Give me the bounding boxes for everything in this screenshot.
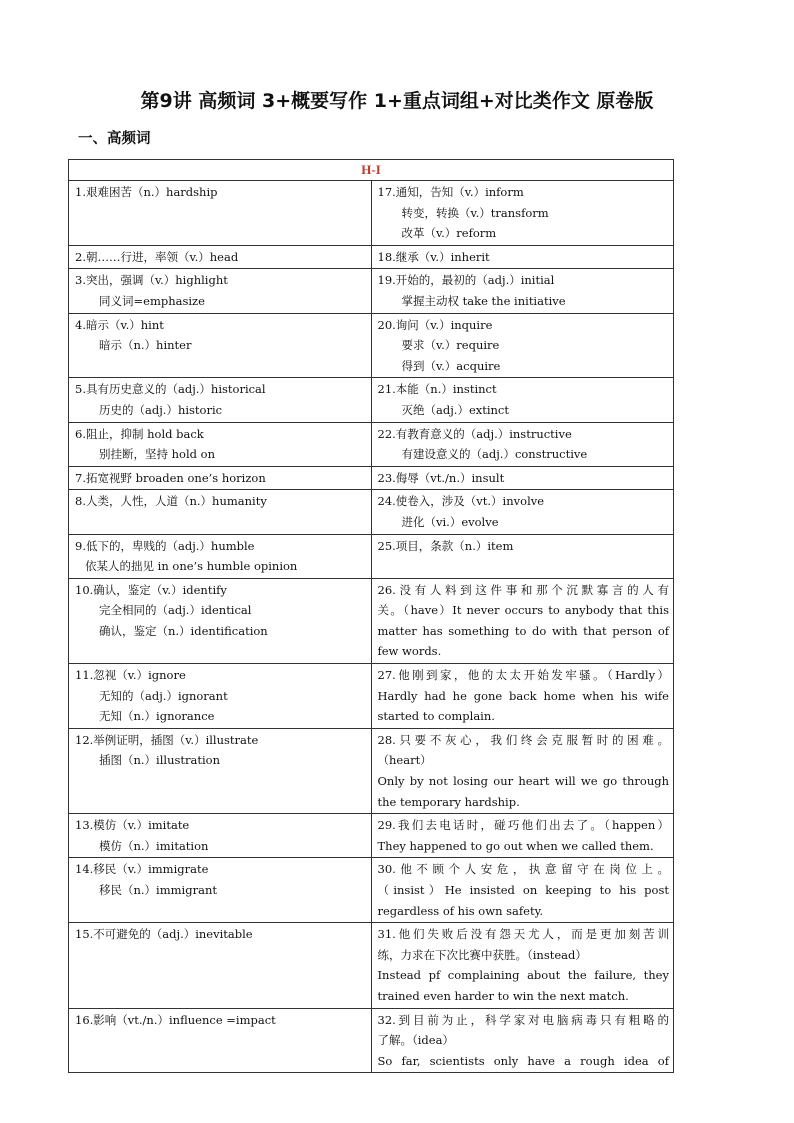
table-row — [69, 378, 674, 422]
entry-line: 依某人的拙见 in one’s humble opinion — [85, 559, 298, 574]
table-cell — [371, 378, 674, 422]
entry-line: 掌握主动权 take the initiative — [401, 293, 566, 308]
table-row — [69, 728, 674, 813]
entry-line: 9.低下的，卑贱的（adj.）humble — [75, 538, 255, 553]
table-cell — [371, 245, 674, 269]
entry-line: 18.继承（v.）inherit — [377, 249, 490, 264]
entry-line: matter has something to do with that person of — [377, 623, 669, 638]
entry-line: 4.暗示（v.）hint — [75, 317, 164, 332]
entry-line: 2.朝……行进，率领（v.）head — [75, 249, 239, 264]
entry-line: few words. — [377, 644, 442, 659]
table-cell — [69, 814, 372, 858]
table-cell — [69, 378, 372, 422]
table-header: H-I — [69, 160, 674, 181]
entry-line: 19.开始的，最初的（adj.）initial — [377, 273, 555, 288]
entry-line: 28.只要不灰心，我们终会克服暂时的困难。 — [377, 732, 669, 747]
table-cell — [69, 578, 372, 663]
table-row — [69, 923, 674, 1008]
entry-line: 得到（v.）acquire — [401, 358, 501, 373]
entry-line: 13.模仿（v.）imitate — [75, 818, 190, 833]
table-cell — [69, 181, 372, 246]
entry-line: 要求（v.）require — [401, 338, 500, 353]
entry-line: 历史的（adj.）historic — [99, 402, 223, 417]
entry-line: 15.不可避免的（adj.）inevitable — [75, 927, 253, 942]
table-row — [69, 269, 674, 313]
entry-line: 进化（vi.）evolve — [401, 514, 499, 529]
table-cell — [371, 923, 674, 1008]
entry-line: 16.影响（vt./n.）influence =impact — [75, 1012, 276, 1027]
entry-line: 了解。（idea） — [377, 1033, 454, 1048]
entry-line: 1.艰难困苦（n.）hardship — [75, 185, 218, 199]
table-cell — [371, 1008, 674, 1073]
entry-line: 改革（v.）reform — [401, 226, 497, 241]
table-row — [69, 578, 674, 663]
entry-line: 20.询问（v.）inquire — [377, 317, 493, 332]
entry-line: 11.忽视（v.）ignore — [75, 668, 186, 683]
table-cell — [69, 490, 372, 534]
entry-line: 21.本能（n.）instinct — [377, 382, 497, 397]
entry-line: regardless of his own safety. — [377, 903, 544, 918]
entry-line: 无知（n.）ignorance — [99, 709, 215, 724]
entry-line: 29.我们去电话时，碰巧他们出去了。（happen） — [377, 818, 669, 833]
entry-line: trained even harder to win the next match. — [377, 988, 629, 1003]
table-row — [69, 1008, 674, 1073]
entry-line: 移民（n.）immigrant — [99, 883, 217, 897]
table-cell — [371, 814, 674, 858]
entry-line: 无知的（adj.）ignorant — [99, 688, 228, 703]
table-cell — [371, 269, 674, 313]
table-row — [69, 245, 674, 269]
table-row — [69, 181, 674, 246]
table-cell — [371, 534, 674, 578]
entry-line: 模仿（n.）imitation — [99, 838, 209, 853]
entry-line: （heart） — [377, 753, 432, 768]
table-cell — [371, 422, 674, 466]
entry-line: Instead pf complaining about the failure, they — [377, 968, 669, 983]
vocabulary-table — [68, 159, 674, 1073]
entry-line: 12.举例证明，插图（v.）illustrate — [75, 732, 259, 747]
entry-line: 30.他不顾个人安危，执意留守在岗位上。 — [377, 862, 669, 877]
table-row — [69, 664, 674, 729]
table-cell — [69, 422, 372, 466]
entry-line: 24.使卷入，涉及（vt.）involve — [377, 494, 545, 509]
table-row — [69, 814, 674, 858]
entry-line: 练，力求在下次比赛中获胜。（instead） — [377, 947, 587, 962]
entry-line: 完全相同的（adj.）identical — [99, 603, 252, 618]
entry-line: 25.项目，条款（n.）item — [377, 538, 514, 553]
entry-line: 17.通知，告知（v.）inform — [377, 185, 524, 199]
entry-line: 有建设意义的（adj.）constructive — [401, 447, 588, 462]
entry-line: 5.具有历史意义的（adj.）historical — [75, 382, 266, 397]
table-cell — [371, 466, 674, 490]
table-cell — [371, 181, 674, 246]
entry-line: 灭绝（adj.）extinct — [401, 402, 509, 417]
entry-line: 8.人类，人性，人道（n.）humanity — [75, 494, 267, 509]
entry-line: 10.确认，鉴定（v.）identify — [75, 582, 227, 597]
table-cell — [69, 1008, 372, 1073]
table-cell — [69, 923, 372, 1008]
entry-line: 别挂断，坚持 hold on — [99, 447, 216, 462]
table-cell — [371, 858, 674, 923]
entry-line: 6.阻止，抑制 hold back — [75, 426, 204, 441]
table-row — [69, 466, 674, 490]
table-cell — [371, 490, 674, 534]
entry-line: 31.他们失败后没有怨天尤人，而是更加刻苦训 — [377, 927, 669, 942]
page-title: 第9讲 高频词 3+概要写作 1+重点词组+对比类作文 原卷版 — [140, 90, 654, 112]
table-cell — [69, 728, 372, 813]
table-cell — [69, 269, 372, 313]
entry-line: 7.拓宽视野 broaden one’s horizon — [75, 470, 266, 485]
entry-line: 27.他刚到家，他的太太开始发牢骚。（Hardly） — [377, 668, 669, 683]
entry-line: 关。（have）It never occurs to anybody that this — [377, 603, 669, 618]
table-cell — [69, 245, 372, 269]
table-cell — [371, 728, 674, 813]
entry-line: 14.移民（v.）immigrate — [75, 862, 209, 877]
entry-line: They happened to go out when we called them. — [377, 838, 654, 853]
entry-line: 22.有教育意义的（adj.）instructive — [377, 426, 572, 441]
table-row — [69, 534, 674, 578]
table-row — [69, 490, 674, 534]
entry-line: started to complain. — [377, 709, 495, 724]
entry-line: So far, scientists only have a rough idea of — [377, 1053, 669, 1068]
section-heading: 一、高频词 — [78, 131, 151, 147]
table-cell — [371, 664, 674, 729]
table-cell — [69, 466, 372, 490]
table-cell — [371, 578, 674, 663]
entry-line: 32.到目前为止，科学家对电脑病毒只有粗略的 — [377, 1012, 669, 1027]
entry-line: 23.侮辱（vt./n.）insult — [377, 470, 505, 485]
entry-line: （insist）He insisted on keeping to his post — [377, 883, 669, 897]
table-row — [69, 313, 674, 378]
table-row — [69, 422, 674, 466]
entry-line: 3.突出，强调（v.）highlight — [75, 273, 228, 288]
entry-line: 确认，鉴定（n.）identification — [99, 623, 268, 638]
table-cell — [371, 313, 674, 378]
entry-line: 26.没有人料到这件事和那个沉默寡言的人有 — [377, 582, 669, 597]
entry-line: 同义词=emphasize — [99, 293, 205, 308]
table-cell — [69, 313, 372, 378]
table-cell — [69, 858, 372, 923]
table-cell — [69, 534, 372, 578]
entry-line: 转变，转换（v.）transform — [401, 205, 549, 220]
table-row — [69, 858, 674, 923]
entry-line: 暗示（n.）hinter — [99, 338, 192, 353]
entry-line: the temporary hardship. — [377, 794, 520, 809]
table-cell — [69, 664, 372, 729]
entry-line: 插图（n.）illustration — [99, 753, 221, 768]
entry-line: Only by not losing our heart will we go through — [377, 774, 669, 789]
entry-line: Hardly had he gone back home when his wife — [377, 688, 669, 703]
table-header-row — [69, 160, 674, 181]
